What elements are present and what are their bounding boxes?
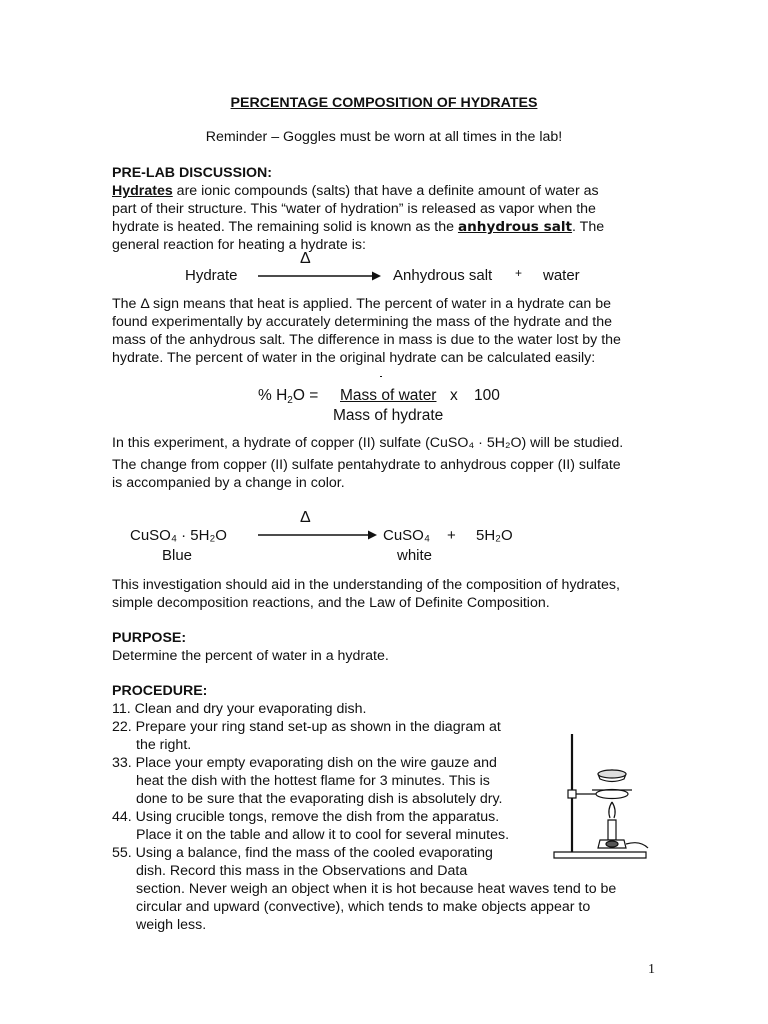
safety-reminder: Reminder – Goggles must be worn at all times in the lab! [205,129,563,145]
procedure-step-5: 55. Using a balance, find the mass of the cooled evaporating [112,845,493,861]
procedure-step-4: 44. Using crucible tongs, remove the dish from the apparatus. [112,809,500,825]
text-span: . The [572,219,605,235]
procedure-step-5-cont: weigh less. [136,917,207,933]
prelab-p3-line1: In this experiment, a hydrate of copper (II) sulfate (CuSO₄ · 5H₂O) will be studied. [112,435,624,451]
procedure-step-2-cont: the right. [136,737,192,753]
prelab-p2-line4: hydrate. The percent of water in the original hydrate can be calculated easily: [112,350,596,366]
prelab-heading: PRE-LAB DISCUSSION: [112,165,273,181]
delta-symbol: Δ [300,250,311,267]
product-copper-sulfate: CuSO₄ [383,527,430,544]
prelab-p4-line2: simple decomposition reactions, and the Law of Definite Composition. [112,595,550,611]
procedure-step-3-cont: heat the dish with the hottest flame for 3 minutes. This is [136,773,490,789]
text-span: O = [292,387,319,404]
procedure-step-5-cont: dish. Record this mass in the Observations and Data [136,863,468,879]
text-span: hydrate is heated. The remaining solid is known as the [112,219,458,235]
procedure-step-1: 11. Clean and dry your evaporating dish. [112,701,367,717]
formula-lhs [258,387,318,405]
product-water: 5H₂O [476,527,513,544]
purpose-heading: PURPOSE: [112,630,187,646]
formula-hundred: 100 [474,387,500,404]
procedure-step-2: 22. Prepare your ring stand set-up as shown in the diagram at [112,719,501,735]
procedure-step-3: 33. Place your empty evaporating dish on the wire gauze and [112,755,497,771]
plus-sign: + [515,266,523,280]
procedure-heading: PROCEDURE: [112,683,208,699]
formula-denominator: Mass of hydrate [333,407,444,424]
text-span: % H [258,387,288,404]
page-title: PERCENTAGE COMPOSITION OF HYDRATES [230,95,538,111]
prelab-p1-line2: part of their structure. This “water of hydration” is released as vapor when the [112,201,596,217]
procedure-step-4-cont: Place it on the table and allow it to cool for several minutes. [136,827,510,843]
formula-times: x [450,387,458,404]
prelab-p3-line3: is accompanied by a change in color. [112,475,345,491]
procedure-step-3-cont: done to be sure that the evaporating dish is absolutely dry. [136,791,503,807]
formula-numerator: Mass of water [340,387,437,404]
prelab-p1-line1 [112,182,599,200]
product-water: water [543,267,580,284]
stray-mark [380,376,382,377]
plus-sign: + [447,527,456,544]
reactant-copper-sulfate-pentahydrate: CuSO₄ · 5H₂O [130,527,227,544]
purpose-text: Determine the percent of water in a hydrate. [112,648,389,664]
reaction-arrow-icon [258,270,382,282]
reaction-arrow-icon [258,529,378,541]
product-anhydrous-salt: Anhydrous salt [393,267,493,284]
prelab-p4-line1: This investigation should aid in the understanding of the composition of hydrates, [112,577,620,593]
prelab-p1-line3 [112,218,604,236]
product-color-label: white [397,547,433,564]
reactant-color-label: Blue [162,547,193,564]
prelab-p2-line2: found experimentally by accurately determining the mass of the hydrate and the [112,314,612,330]
term-anhydrous-salt: anhydrous salt [457,219,573,235]
prelab-p3-line2: The change from copper (II) sulfate pentahydrate to anhydrous copper (II) sulfate [112,457,621,473]
page-number: 1 [648,962,655,977]
reactant-hydrate: Hydrate [185,267,238,284]
delta-symbol: Δ [300,509,311,526]
term-hydrates: Hydrates [112,183,173,199]
prelab-p2-line3: mass of the anhydrous salt. The difference in mass is due to the water lost by the [112,332,621,348]
text-span: are ionic compounds (salts) that have a definite amount of water as [172,183,599,199]
subscript: 2 [287,395,293,406]
prelab-p1-line4: general reaction for heating a hydrate is: [112,237,366,253]
ring-stand-bunsen-burner-icon [552,732,652,862]
procedure-step-5-cont: circular and upward (convective), which tends to make objects appear to [136,899,591,915]
prelab-p2-line1: The Δ sign means that heat is applied. The percent of water in a hydrate can be [112,296,611,312]
procedure-step-5-cont: section. Never weigh an object when it is hot because heat waves tend to be [136,881,617,897]
